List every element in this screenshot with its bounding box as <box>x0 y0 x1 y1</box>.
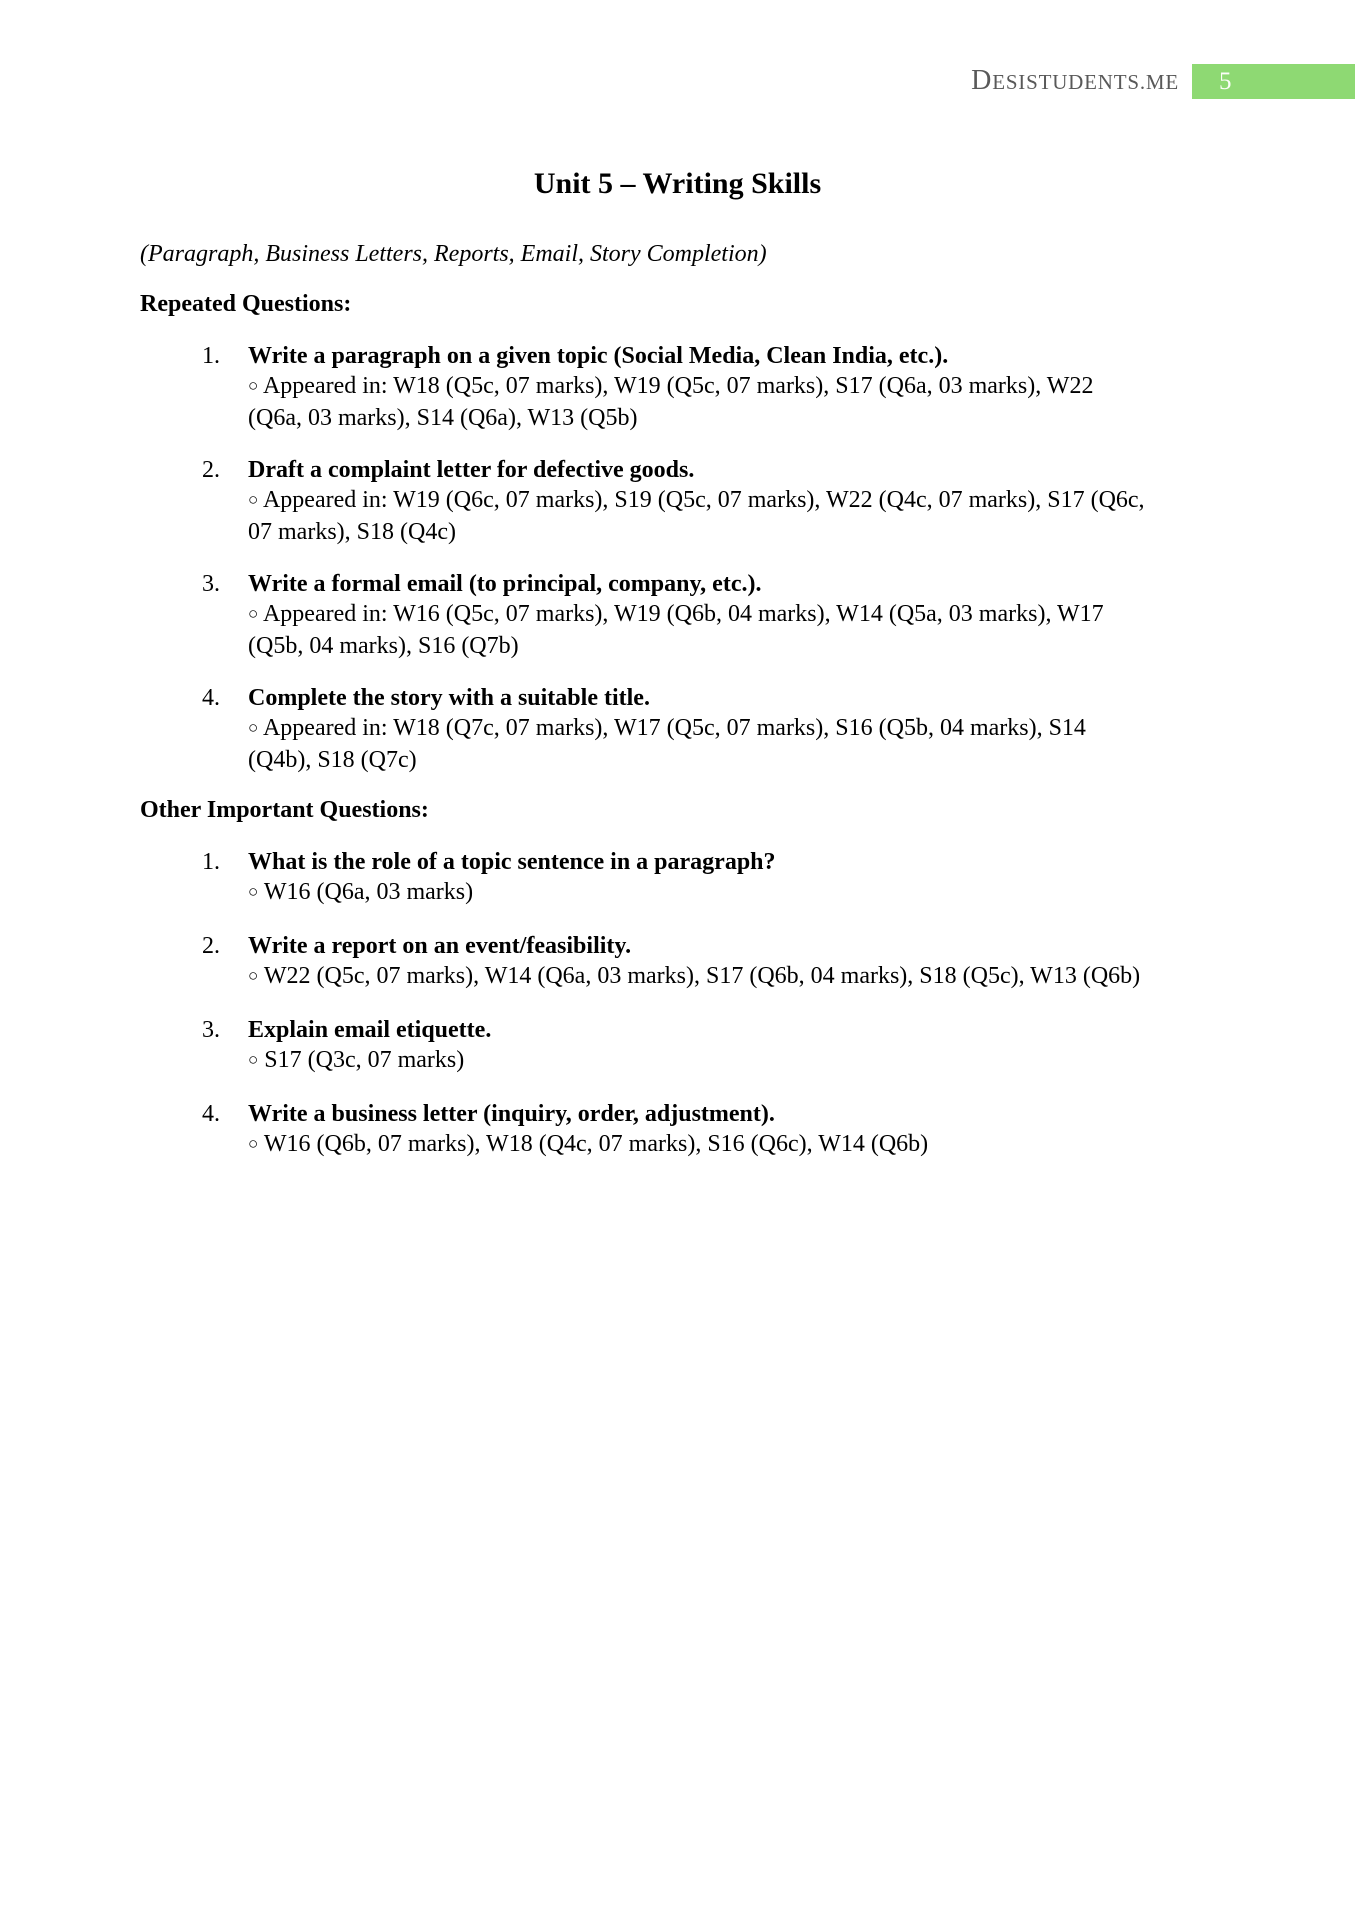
appearance-line <box>248 403 1215 433</box>
section-heading: Repeated Questions: <box>140 291 352 317</box>
circle-bullet-icon: ○ <box>248 1050 259 1069</box>
circle-bullet-icon: ○ <box>248 376 259 395</box>
appearance-text: W16 (Q6b, 07 marks), W18 (Q4c, 07 marks), S16 (Q6c), W14 (Q6b) <box>263 1131 929 1157</box>
question-text: Write a report on an event/feasibility. <box>248 933 632 959</box>
appearance-text: (Q6a, 03 marks), S14 (Q6a), W13 (Q5b) <box>248 405 638 431</box>
circle-bullet-icon: ○ <box>248 882 259 901</box>
page-header <box>0 63 1358 100</box>
appearance-list <box>248 713 1215 775</box>
circle-bullet-icon: ○ <box>248 604 259 623</box>
appearance-line <box>248 1129 1215 1161</box>
appearance-list <box>248 961 1215 993</box>
question-text: What is the role of a topic sentence in a paragraph? <box>248 849 776 875</box>
appearance-text: W22 (Q5c, 07 marks), W14 (Q6a, 03 marks), S17 (Q6b, 04 marks), S18 (Q5c), W13 (Q6b) <box>263 963 1141 989</box>
question-item <box>140 1015 1215 1077</box>
appearance-list <box>248 1129 1215 1161</box>
question-sections <box>140 289 1215 1161</box>
circle-bullet-icon: ○ <box>248 718 259 737</box>
appearance-line <box>248 961 1215 993</box>
question-text: Complete the story with a suitable title. <box>248 685 650 711</box>
page-number-badge <box>1192 64 1355 99</box>
question-item <box>140 931 1215 993</box>
item-number: 3. <box>202 571 220 597</box>
subtitle: (Paragraph, Business Letters, Reports, Email, Story Completion) <box>140 241 767 267</box>
item-number: 3. <box>202 1017 220 1043</box>
appearance-line <box>248 599 1215 631</box>
appearance-line <box>248 713 1215 745</box>
page-title: Unit 5 – Writing Skills <box>533 167 822 200</box>
appearance-line <box>248 517 1215 547</box>
appearance-text: Appeared in: W18 (Q5c, 07 marks), W19 (Q5c, 07 marks), S17 (Q6a, 03 marks), W22 <box>262 373 1094 399</box>
question-section <box>140 289 1215 775</box>
item-number: 4. <box>202 1101 220 1127</box>
question-item <box>140 683 1215 775</box>
page-number: 5 <box>1219 68 1232 95</box>
item-number: 2. <box>202 933 220 959</box>
section-heading: Other Important Questions: <box>140 797 429 823</box>
appearance-text: Appeared in: W18 (Q7c, 07 marks), W17 (Q5c, 07 marks), S16 (Q5b, 04 marks), S14 <box>262 715 1086 741</box>
appearance-line <box>248 1045 1215 1077</box>
appearance-text: Appeared in: W16 (Q5c, 07 marks), W19 (Q6b, 04 marks), W14 (Q5a, 03 marks), W17 <box>262 601 1104 627</box>
circle-bullet-icon: ○ <box>248 966 259 985</box>
question-item <box>140 455 1215 547</box>
appearance-line <box>248 877 1215 909</box>
question-text: Write a business letter (inquiry, order, adjustment). <box>248 1101 775 1127</box>
question-item <box>140 847 1215 909</box>
appearance-list <box>248 877 1215 909</box>
question-text: Explain email etiquette. <box>248 1017 492 1043</box>
question-item <box>140 569 1215 661</box>
appearance-line <box>248 485 1215 517</box>
item-number: 2. <box>202 457 220 483</box>
question-text: Write a formal email (to principal, company, etc.). <box>248 571 762 597</box>
appearance-list <box>248 599 1215 661</box>
appearance-text: S17 (Q3c, 07 marks) <box>264 1047 465 1073</box>
appearance-text: (Q5b, 04 marks), S16 (Q7b) <box>248 633 519 659</box>
question-item <box>140 341 1215 433</box>
item-number: 1. <box>202 343 220 369</box>
appearance-line <box>248 745 1215 775</box>
circle-bullet-icon: ○ <box>248 1134 259 1153</box>
item-number: 1. <box>202 849 220 875</box>
question-item <box>140 1099 1215 1161</box>
appearance-line <box>248 371 1215 403</box>
appearance-list <box>248 1045 1215 1077</box>
appearance-text: 07 marks), S18 (Q4c) <box>248 519 456 545</box>
item-number: 4. <box>202 685 220 711</box>
appearance-text: Appeared in: W19 (Q6c, 07 marks), S19 (Q5c, 07 marks), W22 (Q4c, 07 marks), S17 (Q6c, <box>262 487 1145 513</box>
question-section <box>140 795 1215 1161</box>
question-text: Draft a complaint letter for defective goods. <box>248 457 695 483</box>
appearance-text: (Q4b), S18 (Q7c) <box>248 747 417 773</box>
appearance-text: W16 (Q6a, 03 marks) <box>263 879 474 905</box>
appearance-list <box>248 485 1215 547</box>
appearance-list <box>248 371 1215 433</box>
circle-bullet-icon: ○ <box>248 490 259 509</box>
appearance-line <box>248 631 1215 661</box>
site-label: DESISTUDENTS.ME <box>971 65 1179 96</box>
question-text: Write a paragraph on a given topic (Social Media, Clean India, etc.). <box>248 343 949 369</box>
